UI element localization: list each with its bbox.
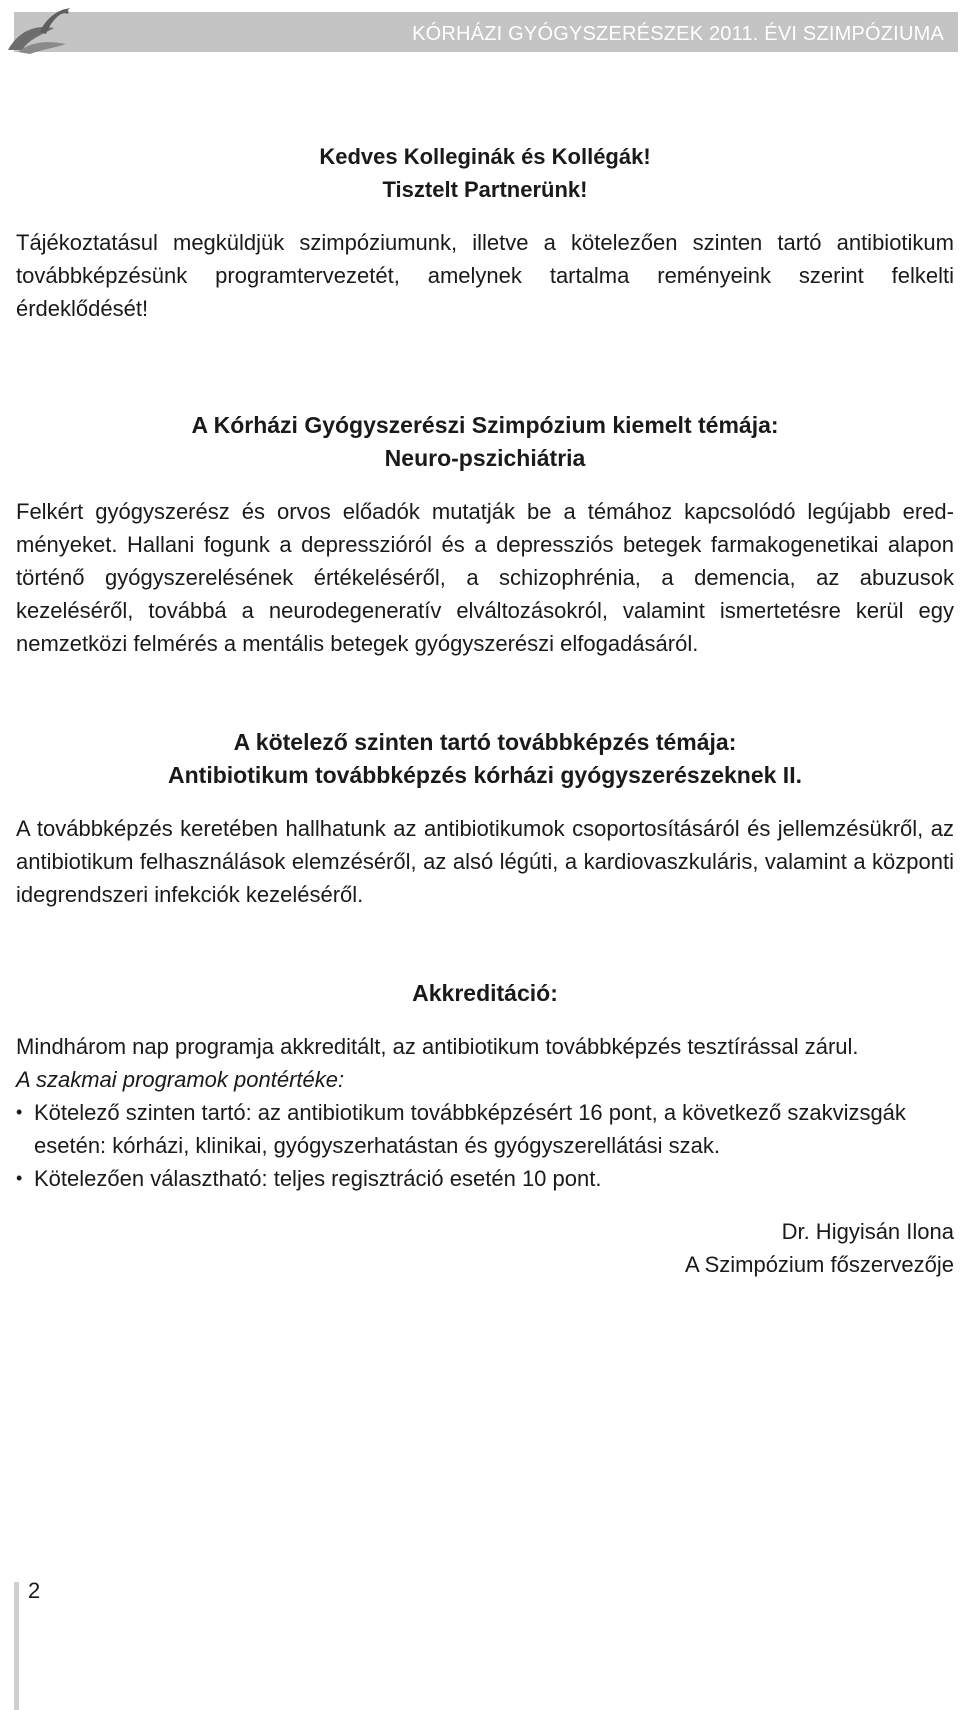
page-number: 2 bbox=[28, 1578, 41, 1603]
signature-name: Dr. Higyisán Ilona bbox=[781, 1219, 954, 1244]
header-title: KÓRHÁZI GYÓGYSZERÉSZEK 2011. ÉVI SZIMPÓZIUMA bbox=[412, 23, 944, 45]
letter-content bbox=[16, 140, 954, 1281]
points-list bbox=[16, 1096, 954, 1195]
accreditation-heading: Akkreditáció: bbox=[412, 980, 558, 1006]
header-bar bbox=[14, 12, 958, 52]
greeting-line-1: Kedves Kolleginák és Kollégák! bbox=[319, 144, 651, 169]
symposium-heading: A Kórházi Gyógyszerészi Szimpózium kiemelt témája: bbox=[191, 412, 779, 438]
greeting-line-2: Tisztelt Partnerünk! bbox=[382, 177, 588, 202]
list-item: • Kötelező szinten tartó: az antibiotikum továbbképzésért 16 pont, a következő szakvizsgák esetén: kórházi, klinikai, gyógyszerhatástan és gyógyszerellátási szak. bbox=[16, 1096, 954, 1162]
symposium-topic: Neuro-pszichiátria bbox=[384, 445, 586, 471]
signature-role: A Szimpózium főszervezője bbox=[685, 1252, 954, 1277]
training-topic: Antibiotikum továbbképzés kórházi gyógyszerészeknek II. bbox=[168, 762, 802, 788]
swan-logo-icon bbox=[4, 2, 74, 56]
training-paragraph: A továbbképzés keretében hallhatunk az antibiotikumok csoportosításáról és jellemzésükről, az antibiotikum felhasználások elemzéséről, az alsó légúti, a kardiovaszkuláris, valamint a központi idegrendszeri infekciók kezeléséről. bbox=[16, 816, 954, 907]
points-label: A szakmai programok pontértéke: bbox=[16, 1067, 345, 1092]
accreditation-paragraph: Mindhárom nap programja akkreditált, az antibiotikum továbbképzés tesztírással zárul. bbox=[16, 1034, 859, 1059]
intro-paragraph: Tájékoztatásul megküldjük szimpóziumunk, illetve a kötelezően szinten tartó antibiotikum továbbképzésünk programtervezetét, amelynek tartalma reményeink szerint felkelti érdeklődését! bbox=[16, 230, 954, 321]
list-item: • Kötelezően választható: teljes regisztráció esetén 10 pont. bbox=[16, 1162, 954, 1195]
page-margin-rule bbox=[14, 1582, 19, 1710]
symposium-paragraph: Felkért gyógyszerész és orvos előadók mutatják be a témához kapcsolódó legújabb eredményeket. Hallani fogunk a depresszióról és a depressziós betegek farmakogenetikai alapon történő gyógyszerelésének értékeléséről, a schizophrénia, a demencia, az abuzusok kezeléséről, továbbá a neurodegeneratív elváltozásokról, valamint ismertetésre kerül egy nemzetközi felmérés a mentális betegek gyógyszerészi elfogadásáról. bbox=[16, 499, 954, 656]
training-heading: A kötelező szinten tartó továbbképzés témája: bbox=[233, 729, 737, 755]
